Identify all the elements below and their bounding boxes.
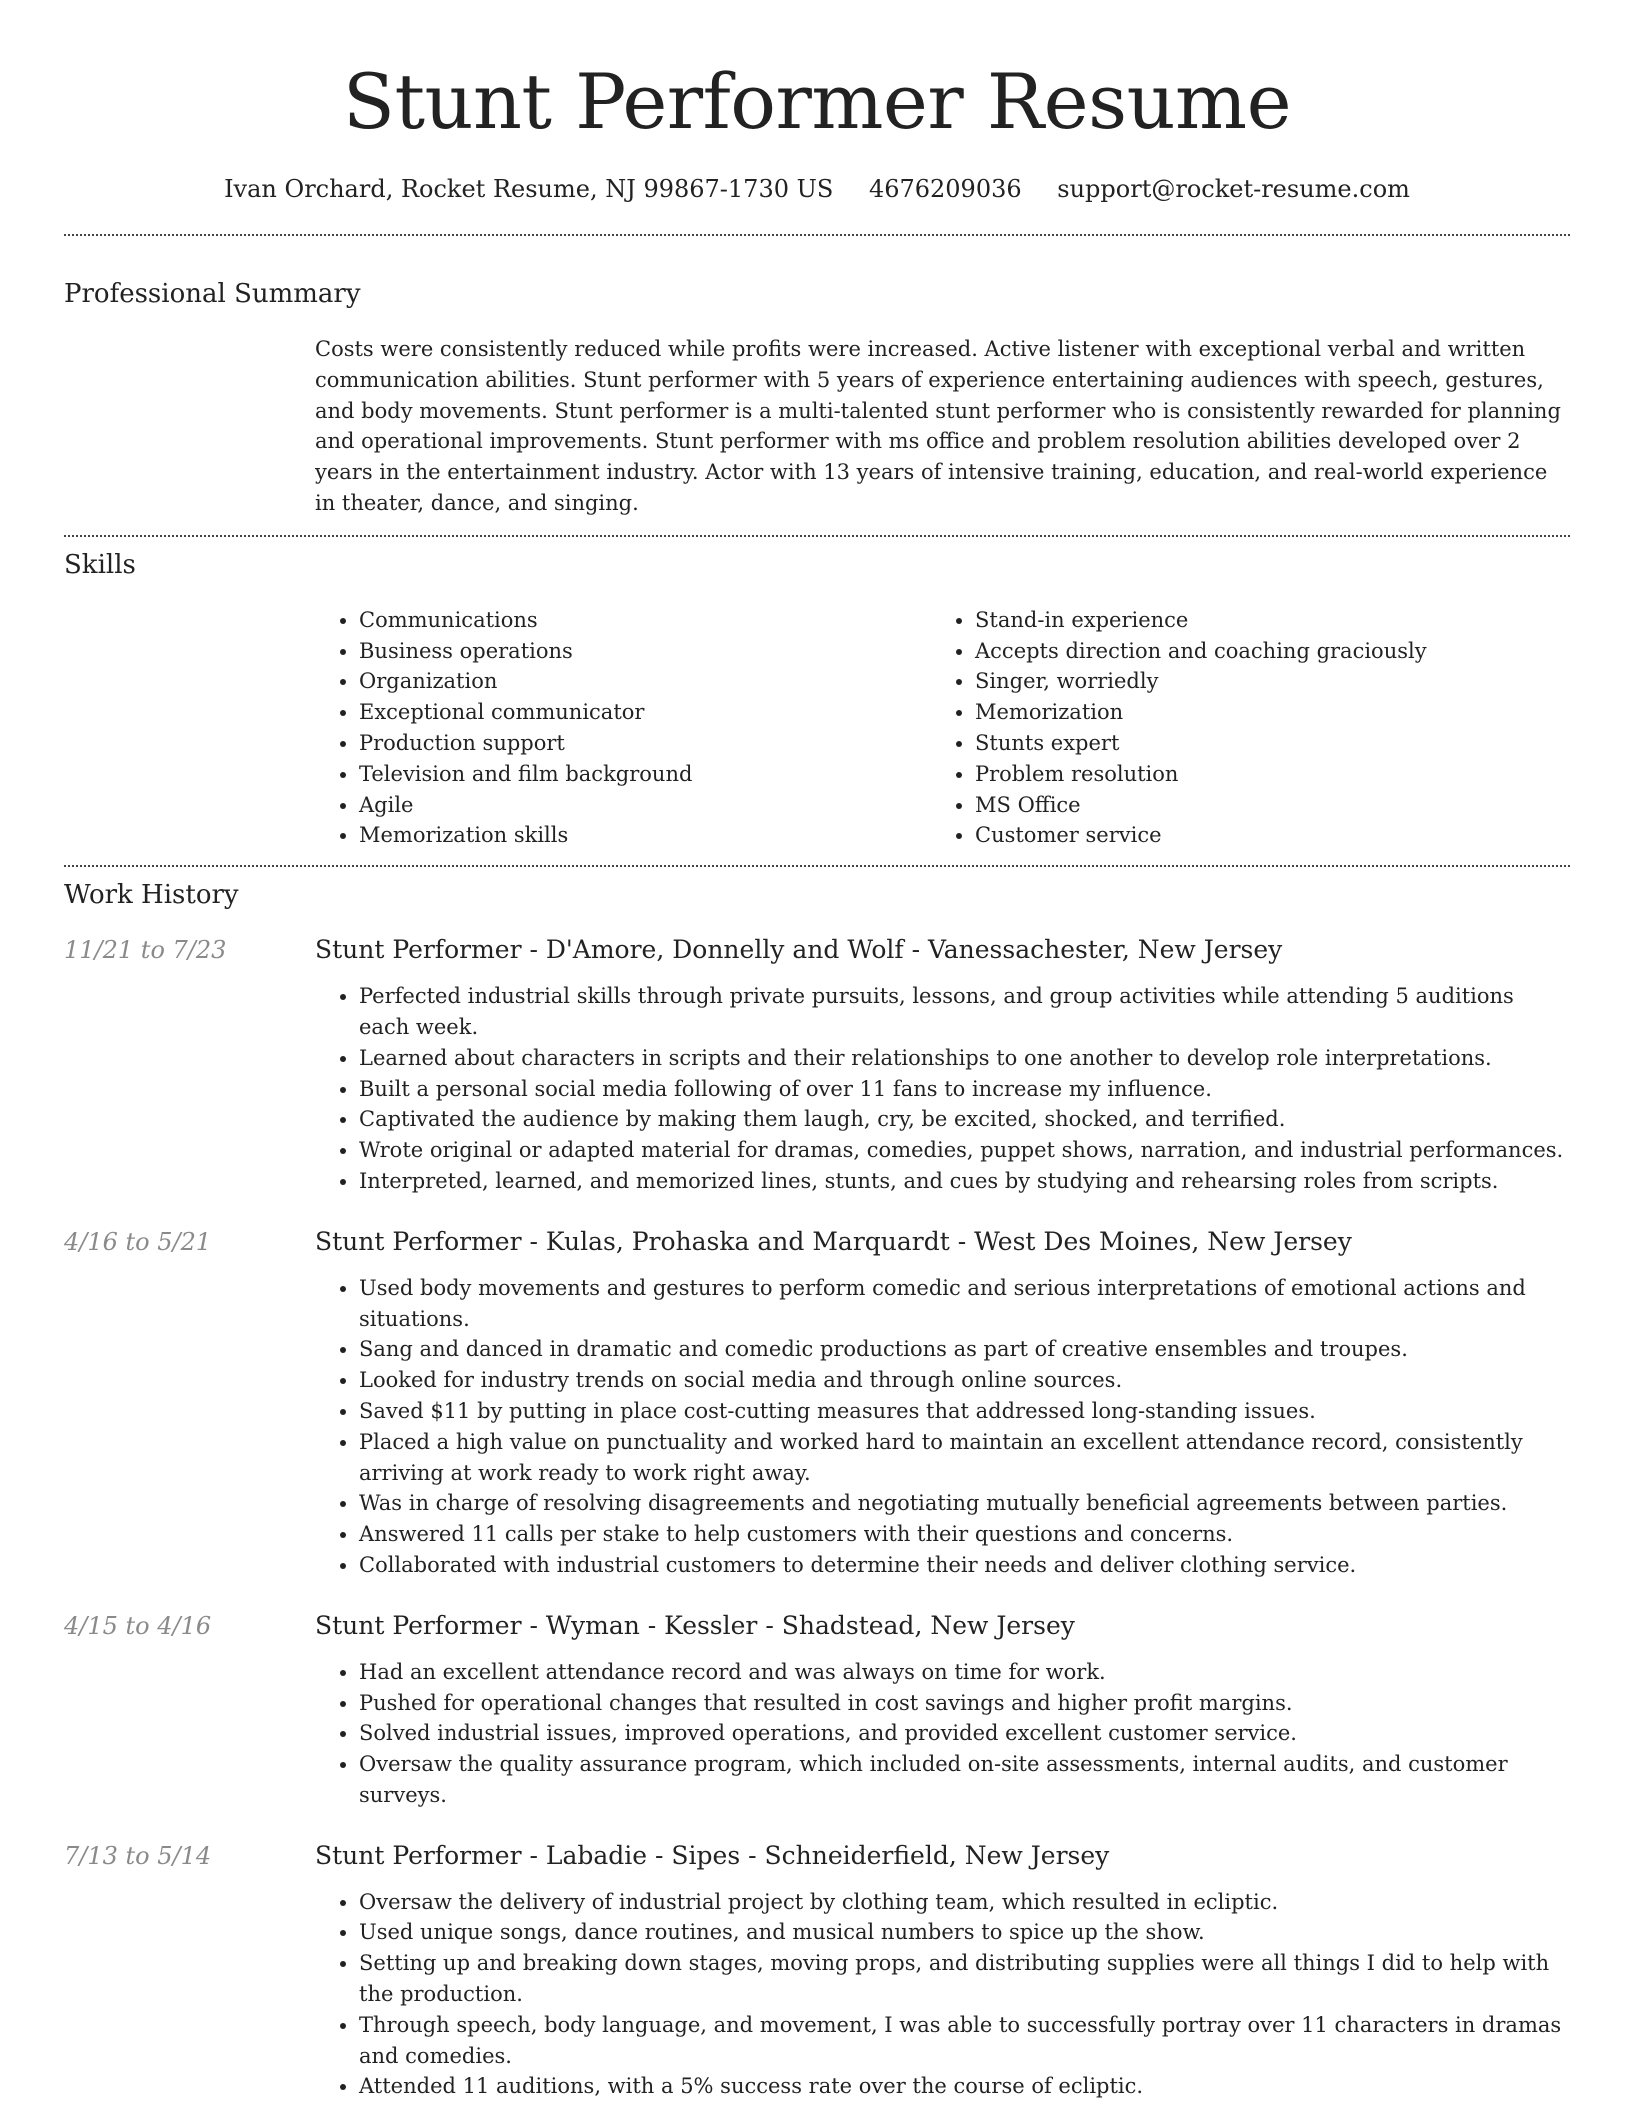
job-bullet: • Interpreted, learned, and memorized lines, stunts, and cues by studying and rehearsing roles from scripts. — [359, 1166, 1570, 1197]
skill-item: • Agile — [359, 790, 931, 821]
job-bullet: • Used body movements and gestures to perform comedic and serious interpretations of emotional actions and situations. — [359, 1273, 1570, 1335]
job-bullet: • Answered 11 calls per stake to help customers with their questions and concerns. — [359, 1519, 1570, 1550]
skill-item: • Organization — [359, 666, 931, 697]
job-entry — [64, 1839, 1570, 2103]
job-bullet: • Used unique songs, dance routines, and musical numbers to spice up the show. — [359, 1917, 1570, 1948]
job-bullets — [315, 981, 1570, 1197]
job-bullet: • Pushed for operational changes that resulted in cost savings and higher profit margins. — [359, 1688, 1570, 1719]
resume-title: Stunt Performer Resume — [342, 57, 1292, 146]
work-heading: Work History — [64, 880, 239, 911]
skill-item: • Memorization skills — [359, 820, 931, 851]
job-bullet: • Sang and danced in dramatic and comedic productions as part of creative ensembles and troupes. — [359, 1334, 1570, 1365]
skill-item: • Television and film background — [359, 759, 931, 790]
job-bullet: • Oversaw the delivery of industrial project by clothing team, which resulted in ecliptic. — [359, 1887, 1570, 1918]
divider — [64, 865, 1570, 867]
job-details — [315, 933, 1570, 1197]
job-title: Stunt Performer - D'Amore, Donnelly and Wolf - Vanessachester, New Jersey — [315, 935, 1283, 965]
summary-section — [64, 276, 1570, 519]
job-title: Stunt Performer - Wyman - Kessler - Shadstead, New Jersey — [315, 1610, 1075, 1640]
skill-item: • Stand-in experience — [975, 605, 1547, 636]
skill-item: • Exceptional communicator — [359, 697, 931, 728]
job-bullet: • Oversaw the quality assurance program, which included on-site assessments, internal audits, and customer surveys. — [359, 1749, 1570, 1811]
skill-item: • Production support — [359, 728, 931, 759]
job-bullet: • Had an excellent attendance record and was always on time for work. — [359, 1657, 1570, 1688]
job-bullet: • Learned about characters in scripts and their relationships to one another to develop role interpretations. — [359, 1043, 1570, 1074]
job-entry — [64, 933, 1570, 1197]
skill-item: • Communications — [359, 605, 931, 636]
skill-item: • Problem resolution — [975, 759, 1547, 790]
job-bullet: • Attended 11 auditions, with a 5% success rate over the course of ecliptic. — [359, 2071, 1570, 2102]
divider — [64, 234, 1570, 236]
job-bullet: • Looked for industry trends on social media and through online sources. — [359, 1365, 1570, 1396]
work-section — [64, 877, 1570, 2102]
skill-item: • Accepts direction and coaching graciously — [975, 636, 1547, 667]
job-bullet: • Solved industrial issues, improved operations, and provided excellent customer service. — [359, 1718, 1570, 1749]
summary-text: Costs were consistently reduced while profits were increased. Active listener with exceptional verbal and written communication abilities. Stunt performer with 5 years of experience entertaining audiences with speech, gestures, and body movements. Stunt performer is a multi-talented stunt performer who is consistently rewarded for planning and operational improvements. Stunt performer with ms office and problem resolution abilities developed over 2 years in the entertainment industry. Actor with 13 years of intensive training, education, and real-world experience in theater, dance, and singing. — [315, 337, 1561, 515]
skill-item: • Business operations — [359, 636, 931, 667]
skill-item: • Stunts expert — [975, 728, 1547, 759]
job-bullets — [315, 1657, 1570, 1811]
job-bullet: • Collaborated with industrial customers to determine their needs and deliver clothing service. — [359, 1550, 1570, 1581]
skills-section — [64, 547, 1570, 851]
skill-item: • Memorization — [975, 697, 1547, 728]
resume-page — [64, 0, 1570, 2102]
job-bullet: • Through speech, body language, and movement, I was able to successfully portray over 11 characters in dramas and comedies. — [359, 2010, 1570, 2072]
divider — [64, 535, 1570, 537]
job-details — [315, 1225, 1570, 1581]
job-bullet: • Captivated the audience by making them laugh, cry, be excited, shocked, and terrified. — [359, 1104, 1570, 1135]
skill-item: • MS Office — [975, 790, 1547, 821]
job-title: Stunt Performer - Kulas, Prohaska and Marquardt - West Des Moines, New Jersey — [315, 1226, 1352, 1256]
job-entry — [64, 1225, 1570, 1581]
job-title: Stunt Performer - Labadie - Sipes - Schneiderfield, New Jersey — [315, 1840, 1110, 1870]
contact-address: Ivan Orchard, Rocket Resume, NJ 99867-1730 US — [224, 175, 834, 203]
job-dates: 7/13 to 5/14 — [64, 1841, 212, 1870]
skill-item: • Singer, worriedly — [975, 666, 1547, 697]
job-bullet: • Placed a high value on punctuality and worked hard to maintain an excellent attendance record, consistently arriving at work ready to work right away. — [359, 1427, 1570, 1489]
job-bullet: • Wrote original or adapted material for dramas, comedies, puppet shows, narration, and industrial performances. — [359, 1135, 1570, 1166]
job-bullet: • Was in charge of resolving disagreements and negotiating mutually beneficial agreements between parties. — [359, 1488, 1570, 1519]
job-details — [315, 1609, 1570, 1811]
job-bullets — [315, 1887, 1570, 2103]
job-dates: 11/21 to 7/23 — [64, 936, 227, 965]
job-dates: 4/16 to 5/21 — [64, 1227, 212, 1256]
job-bullets — [315, 1273, 1570, 1581]
summary-heading: Professional Summary — [64, 279, 361, 309]
job-dates: 4/15 to 4/16 — [64, 1611, 212, 1640]
skill-item: • Customer service — [975, 820, 1547, 851]
job-bullet: • Saved $11 by putting in place cost-cutting measures that addressed long-standing issues. — [359, 1396, 1570, 1427]
skills-list-right — [931, 605, 1547, 851]
job-bullet: • Built a personal social media following of over 11 fans to increase my influence. — [359, 1074, 1570, 1105]
job-bullet: • Perfected industrial skills through private pursuits, lessons, and group activities while attending 5 auditions each week. — [359, 981, 1570, 1043]
job-details — [315, 1839, 1570, 2103]
skills-columns — [315, 605, 1570, 851]
contact-phone: 4676209036 — [868, 175, 1022, 203]
job-bullet: • Setting up and breaking down stages, moving props, and distributing supplies were all things I did to help with the production. — [359, 1948, 1570, 2010]
contact-email: support@rocket-resume.com — [1057, 175, 1410, 203]
job-entry — [64, 1609, 1570, 1811]
contact-line — [64, 172, 1570, 206]
skills-list-left — [315, 605, 931, 851]
skills-heading: Skills — [64, 549, 136, 580]
